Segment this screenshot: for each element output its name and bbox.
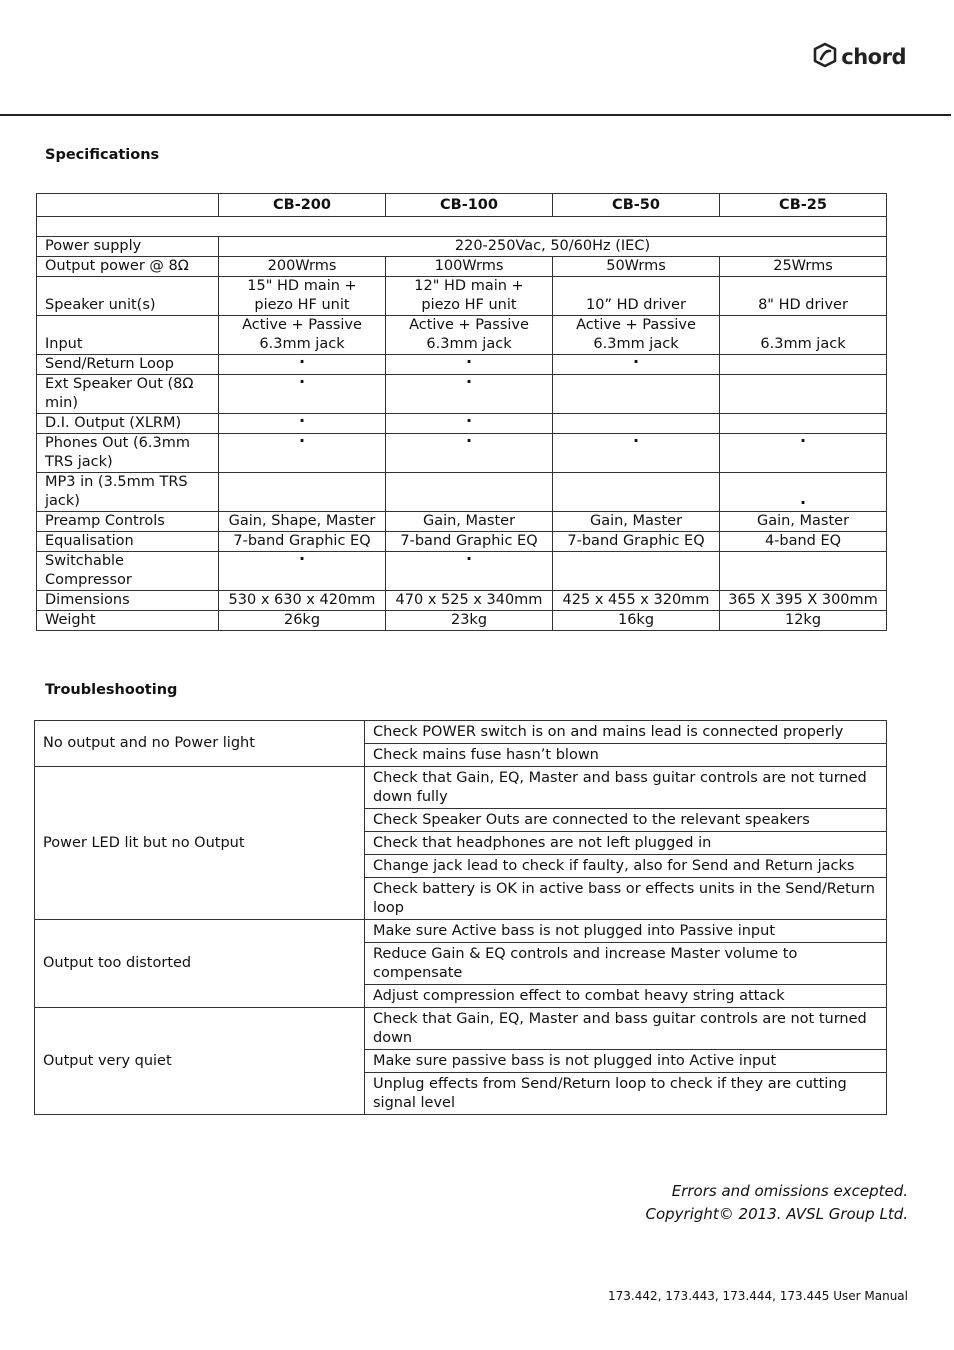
- spec-value: [219, 473, 386, 512]
- spec-value: 26kg: [219, 611, 386, 631]
- copyright-notice: Copyright© 2013. AVSL Group Ltd.: [645, 1205, 908, 1223]
- spec-row: [37, 375, 887, 414]
- spec-value: 12kg: [720, 611, 887, 631]
- spec-row: [37, 473, 887, 512]
- spec-row: [37, 316, 887, 355]
- spec-value: ·: [720, 473, 887, 512]
- model-column-header: CB-100: [386, 194, 553, 217]
- spec-corner-cell: [37, 194, 219, 217]
- solution-cell: Check that Gain, EQ, Master and bass guitar controls are not turned down fully: [365, 767, 887, 809]
- specifications-table: [36, 193, 887, 631]
- spec-value: ·: [720, 434, 887, 473]
- spec-value: [720, 375, 887, 414]
- spec-value: [720, 552, 887, 591]
- spec-value: Gain, Shape, Master: [219, 512, 386, 532]
- spec-value: 16kg: [553, 611, 720, 631]
- header-rule: [0, 114, 951, 116]
- spec-value: ·: [219, 552, 386, 591]
- spec-value: [553, 473, 720, 512]
- spec-row: [37, 591, 887, 611]
- spec-value: 15" HD main + piezo HF unit: [219, 277, 386, 316]
- spec-value: ·: [219, 434, 386, 473]
- spec-label: Power supply: [37, 237, 219, 257]
- spec-label: Input: [37, 316, 219, 355]
- spec-value: 10” HD driver: [553, 277, 720, 316]
- spec-value: ·: [219, 414, 386, 434]
- problem-cell: No output and no Power light: [35, 721, 365, 767]
- spec-value: 530 x 630 x 420mm: [219, 591, 386, 611]
- troubleshooting-row: [35, 767, 887, 809]
- brand-name: chord: [841, 45, 906, 69]
- troubleshooting-table: [34, 720, 887, 1115]
- spec-value: 365 X 395 X 300mm: [720, 591, 887, 611]
- spec-header-row: [37, 194, 887, 217]
- solution-cell: Reduce Gain & EQ controls and increase Master volume to compensate: [365, 943, 887, 985]
- spec-value: Gain, Master: [553, 512, 720, 532]
- spec-value: 8" HD driver: [720, 277, 887, 316]
- spec-label: Phones Out (6.3mm TRS jack): [37, 434, 219, 473]
- footer-notice: [646, 1180, 909, 1226]
- spec-row: [37, 414, 887, 434]
- troubleshooting-row: [35, 920, 887, 943]
- solution-cell: Check POWER switch is on and mains lead is connected properly: [365, 721, 887, 744]
- spec-row: [37, 277, 887, 316]
- spec-row: [37, 512, 887, 532]
- spec-value: ·: [219, 375, 386, 414]
- spec-spacer-row: [37, 217, 887, 237]
- spec-row: [37, 434, 887, 473]
- spec-value: 7-band Graphic EQ: [386, 532, 553, 552]
- spec-value: 470 x 525 x 340mm: [386, 591, 553, 611]
- chord-logo-icon: [812, 42, 838, 72]
- spec-label: Output power @ 8Ω: [37, 257, 219, 277]
- spec-row: [37, 552, 887, 591]
- spec-value: [386, 473, 553, 512]
- solution-cell: Adjust compression effect to combat heavy string attack: [365, 985, 887, 1008]
- specifications-heading: Specifications: [45, 147, 160, 163]
- spec-row: [37, 532, 887, 552]
- spec-row: [37, 237, 887, 257]
- problem-cell: Output too distorted: [35, 920, 365, 1008]
- spec-row: [37, 611, 887, 631]
- solution-cell: Check battery is OK in active bass or effects units in the Send/Return loop: [365, 878, 887, 920]
- spec-value: 7-band Graphic EQ: [553, 532, 720, 552]
- spec-label: Weight: [37, 611, 219, 631]
- spec-value: 25Wrms: [720, 257, 887, 277]
- troubleshooting-heading: Troubleshooting: [45, 682, 178, 698]
- spec-value: 12" HD main + piezo HF unit: [386, 277, 553, 316]
- model-column-header: CB-25: [720, 194, 887, 217]
- model-column-header: CB-50: [553, 194, 720, 217]
- manual-reference: 173.442, 173.443, 173.444, 173.445 User Manual: [608, 1289, 908, 1303]
- spec-value: ·: [386, 375, 553, 414]
- spec-value: Active + Passive 6.3mm jack: [219, 316, 386, 355]
- spec-label: Switchable Compressor: [37, 552, 219, 591]
- spec-value: Gain, Master: [720, 512, 887, 532]
- spec-label: Preamp Controls: [37, 512, 219, 532]
- spec-value: [553, 375, 720, 414]
- solution-cell: Check mains fuse hasn’t blown: [365, 744, 887, 767]
- solution-cell: Check that Gain, EQ, Master and bass guitar controls are not turned down: [365, 1008, 887, 1050]
- problem-cell: Output very quiet: [35, 1008, 365, 1115]
- spec-value: 220-250Vac, 50/60Hz (IEC): [219, 237, 887, 257]
- spec-value: 50Wrms: [553, 257, 720, 277]
- troubleshooting-row: [35, 1008, 887, 1050]
- spec-value: 7-band Graphic EQ: [219, 532, 386, 552]
- solution-cell: Make sure Active bass is not plugged into Passive input: [365, 920, 887, 943]
- spec-value: 6.3mm jack: [720, 316, 887, 355]
- spec-value: Gain, Master: [386, 512, 553, 532]
- spec-value: ·: [386, 552, 553, 591]
- spec-value: 100Wrms: [386, 257, 553, 277]
- brand-logo: [812, 42, 906, 72]
- solution-cell: Check Speaker Outs are connected to the relevant speakers: [365, 809, 887, 832]
- spec-value: 23kg: [386, 611, 553, 631]
- solution-cell: Unplug effects from Send/Return loop to check if they are cutting signal level: [365, 1073, 887, 1115]
- spec-value: ·: [553, 434, 720, 473]
- problem-cell: Power LED lit but no Output: [35, 767, 365, 920]
- spec-label: MP3 in (3.5mm TRS jack): [37, 473, 219, 512]
- spec-value: ·: [553, 355, 720, 375]
- errors-notice: Errors and omissions excepted.: [671, 1182, 908, 1200]
- spec-value: ·: [386, 414, 553, 434]
- solution-cell: Make sure passive bass is not plugged into Active input: [365, 1050, 887, 1073]
- spec-value: [553, 552, 720, 591]
- spec-value: 200Wrms: [219, 257, 386, 277]
- spec-row: [37, 257, 887, 277]
- spec-row: [37, 355, 887, 375]
- model-column-header: CB-200: [219, 194, 386, 217]
- spec-value: Active + Passive 6.3mm jack: [386, 316, 553, 355]
- spec-spacer-cell: [37, 217, 887, 237]
- spec-value: Active + Passive 6.3mm jack: [553, 316, 720, 355]
- spec-label: Equalisation: [37, 532, 219, 552]
- spec-label: Speaker unit(s): [37, 277, 219, 316]
- spec-value: 4-band EQ: [720, 532, 887, 552]
- solution-cell: Change jack lead to check if faulty, also for Send and Return jacks: [365, 855, 887, 878]
- spec-label: Dimensions: [37, 591, 219, 611]
- spec-label: Send/Return Loop: [37, 355, 219, 375]
- solution-cell: Check that headphones are not left plugged in: [365, 832, 887, 855]
- troubleshooting-row: [35, 721, 887, 744]
- spec-value: ·: [386, 355, 553, 375]
- spec-value: [720, 355, 887, 375]
- spec-value: ·: [386, 434, 553, 473]
- spec-label: Ext Speaker Out (8Ω min): [37, 375, 219, 414]
- spec-value: 425 x 455 x 320mm: [553, 591, 720, 611]
- spec-label: D.I. Output (XLRM): [37, 414, 219, 434]
- spec-value: ·: [219, 355, 386, 375]
